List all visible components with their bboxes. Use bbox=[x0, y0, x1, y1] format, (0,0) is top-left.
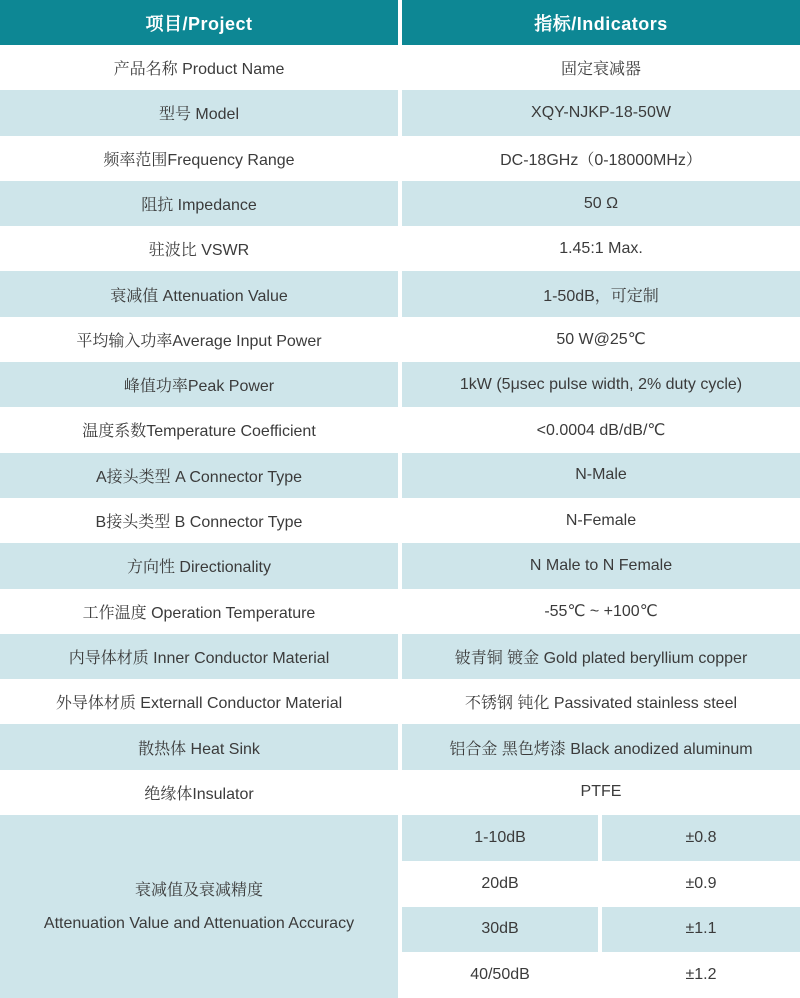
attenuation-accuracy-section bbox=[0, 815, 800, 998]
attenuation-range-cell: 30dB bbox=[402, 907, 598, 953]
table-row bbox=[0, 679, 800, 724]
indicator-cell: 50 W@25℃ bbox=[402, 317, 800, 362]
project-cell: 阻抗 Impedance bbox=[0, 181, 398, 226]
table-row bbox=[0, 317, 800, 362]
indicator-cell: -55℃ ~ +100℃ bbox=[402, 589, 800, 634]
project-cell: 绝缘体Insulator bbox=[0, 770, 398, 815]
table-row bbox=[0, 543, 800, 588]
indicator-cell: PTFE bbox=[402, 770, 800, 815]
table-header-row bbox=[0, 0, 800, 45]
project-cell: 产品名称 Product Name bbox=[0, 45, 398, 90]
table-row bbox=[0, 498, 800, 543]
indicator-cell: 1kW (5μsec pulse width, 2% duty cycle) bbox=[402, 362, 800, 407]
table-row bbox=[0, 634, 800, 679]
indicator-cell: 固定衰减器 bbox=[402, 45, 800, 90]
project-cell: B接头类型 B Connector Type bbox=[0, 498, 398, 543]
table-row bbox=[0, 271, 800, 316]
table-row bbox=[0, 90, 800, 135]
table-row bbox=[0, 453, 800, 498]
project-cell: 温度系数Temperature Coefficient bbox=[0, 407, 398, 452]
project-cell: 频率范围Frequency Range bbox=[0, 136, 398, 181]
attenuation-accuracy-cell: ±1.1 bbox=[602, 907, 800, 953]
attenuation-range-cell: 1-10dB bbox=[402, 815, 598, 861]
attenuation-accuracy-label-zh: 衰减值及衰减精度 bbox=[134, 881, 263, 899]
project-cell: 外导体材质 Externall Conductor Material bbox=[0, 679, 398, 724]
indicator-cell: DC-18GHz（0-18000MHz） bbox=[402, 136, 800, 181]
project-cell: 内导体材质 Inner Conductor Material bbox=[0, 634, 398, 679]
indicator-cell: 铍青铜 镀金 Gold plated beryllium copper bbox=[402, 634, 800, 679]
indicator-cell: 铝合金 黑色烤漆 Black anodized aluminum bbox=[402, 724, 800, 769]
table-row bbox=[0, 45, 800, 90]
table-body bbox=[0, 45, 800, 815]
table-row bbox=[0, 181, 800, 226]
attenuation-accuracy-cell: ±0.9 bbox=[602, 861, 800, 907]
table-row bbox=[0, 226, 800, 271]
project-cell: A接头类型 A Connector Type bbox=[0, 453, 398, 498]
attenuation-accuracy-cell: ±0.8 bbox=[602, 815, 800, 861]
header-indicators: 指标/Indicators bbox=[402, 0, 800, 45]
table-row bbox=[0, 770, 800, 815]
project-cell: 工作温度 Operation Temperature bbox=[0, 589, 398, 634]
attenuation-accuracy-label-cell bbox=[0, 815, 398, 998]
indicator-cell: 50 Ω bbox=[402, 181, 800, 226]
attenuation-accuracy-cell: ±1.2 bbox=[602, 952, 800, 998]
project-cell: 衰减值 Attenuation Value bbox=[0, 271, 398, 316]
indicator-cell: N-Male bbox=[402, 453, 800, 498]
project-cell: 散热体 Heat Sink bbox=[0, 724, 398, 769]
table-row bbox=[0, 136, 800, 181]
project-cell: 型号 Model bbox=[0, 90, 398, 135]
table-row bbox=[0, 362, 800, 407]
indicator-cell: 1.45:1 Max. bbox=[402, 226, 800, 271]
header-project: 项目/Project bbox=[0, 0, 398, 45]
project-cell: 峰值功率Peak Power bbox=[0, 362, 398, 407]
indicator-cell: XQY-NJKP-18-50W bbox=[402, 90, 800, 135]
table-row bbox=[0, 407, 800, 452]
attenuation-range-cell: 40/50dB bbox=[402, 952, 598, 998]
indicator-cell: N-Female bbox=[402, 498, 800, 543]
attenuation-range-cell: 20dB bbox=[402, 861, 598, 907]
indicator-cell: 不锈钢 钝化 Passivated stainless steel bbox=[402, 679, 800, 724]
table-row bbox=[0, 589, 800, 634]
project-cell: 平均输入功率Average Input Power bbox=[0, 317, 398, 362]
indicator-cell: <0.0004 dB/dB/℃ bbox=[402, 407, 800, 452]
indicator-cell: 1-50dB，可定制 bbox=[402, 271, 800, 316]
indicator-cell: N Male to N Female bbox=[402, 543, 800, 588]
project-cell: 驻波比 VSWR bbox=[0, 226, 398, 271]
table-row bbox=[0, 724, 800, 769]
attenuation-accuracy-label-en: Attenuation Value and Attenuation Accuracy bbox=[43, 914, 355, 932]
project-cell: 方向性 Directionality bbox=[0, 543, 398, 588]
